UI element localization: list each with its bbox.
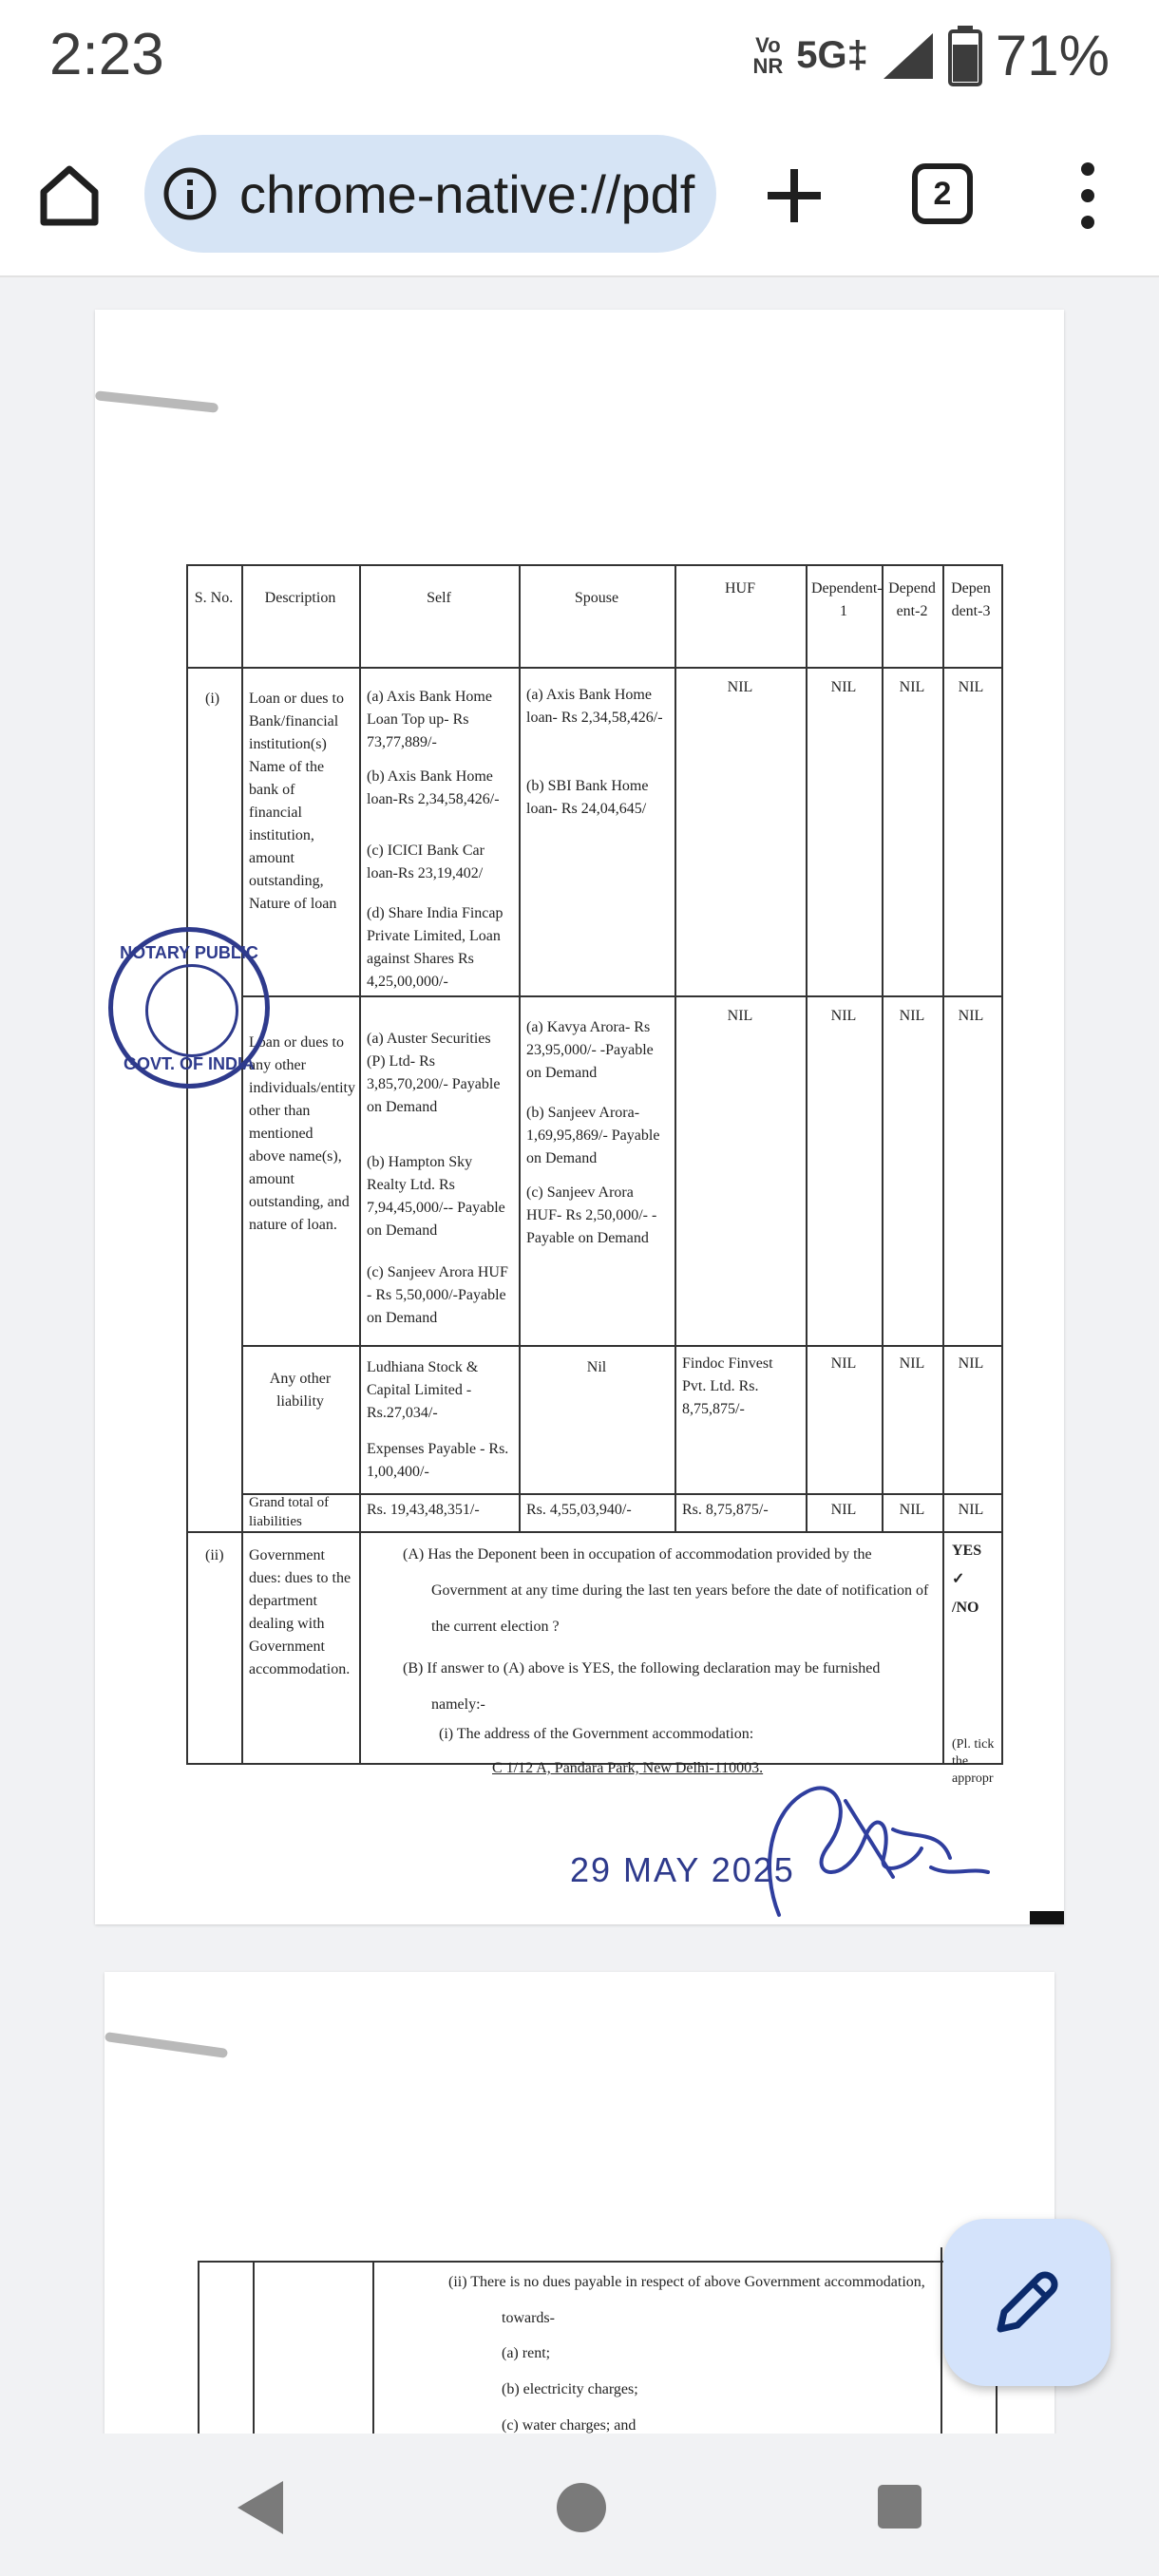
row2-huf: NIL xyxy=(727,1008,753,1024)
row5-item-i: (i) The address of the Government accommodation: xyxy=(439,1726,754,1742)
row1-description: Loan or dues to Bank/financial institution(s) Name of the bank of financial institution, amount outstanding, Nature of loan xyxy=(249,691,344,912)
row5-question-b: (B) If answer to (A) above is YES, the following declaration may be furnished namely:- xyxy=(403,1660,881,1713)
vonr-indicator xyxy=(752,32,784,78)
battery-percent: 71% xyxy=(995,24,1110,87)
col-divider xyxy=(806,564,808,1531)
row1-spouse-b: (b) SBI Bank Home loan- Rs 24,04,645/ xyxy=(526,778,649,817)
row2-dependent-2: NIL xyxy=(899,1008,925,1024)
row4-dependent-1: NIL xyxy=(830,1502,857,1518)
stamp-inner-ring xyxy=(145,964,238,1057)
row4-dependent-2: NIL xyxy=(899,1502,925,1518)
row1-self-c: (c) ICICI Bank Car loan-Rs 23,19,402/ xyxy=(367,843,484,881)
page2-item-ii: (ii) There is no dues payable in respect of above Government accommodation, towards- xyxy=(448,2274,925,2326)
row2-dependent-3: NIL xyxy=(958,1008,984,1024)
row2-self-a: (a) Auster Securities (P) Ltd- Rs 3,85,70,200/- Payable on Demand xyxy=(367,1031,501,1115)
row3-self-a: Ludhiana Stock & Capital Limited - Rs.27,034/- xyxy=(367,1359,479,1421)
vonr-top: Vo xyxy=(755,32,781,57)
row-divider xyxy=(241,995,1001,997)
info-icon[interactable] xyxy=(162,165,218,222)
row5-note: (Pl. tick the appropr xyxy=(952,1737,995,1786)
header-dependent-1: Dependent-1 xyxy=(811,580,883,619)
row3-dependent-2: NIL xyxy=(899,1355,925,1372)
new-tab-icon[interactable] xyxy=(760,161,828,230)
header-self: Self xyxy=(427,590,451,606)
row2-description: Loan or dues to any other individuals/entity other than mentioned above name(s), amount outstanding, and nature of loan. xyxy=(249,1034,355,1233)
row5-answer: YES ✓ /NO xyxy=(952,1543,982,1616)
browser-toolbar xyxy=(0,114,1159,277)
signal-icon xyxy=(882,31,935,81)
row2-self-b: (b) Hampton Sky Realty Ltd. Rs 7,94,45,000/-- Payable on Demand xyxy=(367,1154,505,1239)
home-icon[interactable] xyxy=(36,161,103,228)
header-spouse: Spouse xyxy=(574,590,619,606)
url-text[interactable]: chrome-native://pdf xyxy=(239,164,695,224)
row4-description: Grand total of liabilities xyxy=(249,1495,330,1529)
network-type: 5G‡ xyxy=(796,34,868,76)
system-nav-bar xyxy=(0,2434,1159,2576)
pencil-icon xyxy=(991,2266,1063,2339)
stamp-bottom-text: GOVT. OF INDIA xyxy=(123,1054,255,1073)
header-description: Description xyxy=(264,590,336,606)
pdf-viewer[interactable] xyxy=(0,277,1159,2434)
status-bar xyxy=(0,0,1159,114)
row1-huf: NIL xyxy=(727,679,753,695)
home-nav-icon[interactable] xyxy=(555,2481,608,2534)
row1-self-d: (d) Share India Fincap Private Limited, Loan against Shares Rs 4,25,00,000/- xyxy=(367,905,504,990)
row-divider xyxy=(186,667,1001,669)
row3-description: Any other liability xyxy=(269,1371,332,1410)
date-stamp: 29 MAY 2025 xyxy=(570,1850,795,1889)
recents-icon[interactable] xyxy=(876,2483,923,2530)
signature xyxy=(750,1772,1036,1924)
header-dependent-2: Dependent-2 xyxy=(888,580,936,619)
row1-self-a: (a) Axis Bank Home Loan Top up- Rs 73,77,889/- xyxy=(367,689,492,750)
row2-spouse-b: (b) Sanjeev Arora- 1,69,95,869/- Payable on Demand xyxy=(526,1105,660,1166)
row5-description: Government dues: dues to the department dealing with Government accommodation. xyxy=(249,1547,352,1677)
row1-self-b: (b) Axis Bank Home loan-Rs 2,34,58,426/- xyxy=(367,768,500,807)
header-dependent-3: Dependent-3 xyxy=(951,580,991,619)
row1-dependent-2: NIL xyxy=(899,679,925,695)
row1-spouse-a: (a) Axis Bank Home loan- Rs 2,34,58,426/- xyxy=(526,687,663,726)
govt-address: C 1/12 A, Pandara Park, New Delhi-110003. xyxy=(492,1760,764,1776)
row3-dependent-1: NIL xyxy=(830,1355,857,1372)
row4-self: Rs. 19,43,48,351/- xyxy=(367,1502,480,1518)
stamp-top-text: NOTARY PUBLIC xyxy=(120,943,258,962)
row1-sno: (i) xyxy=(205,691,220,707)
status-icons xyxy=(753,23,1110,88)
page2-item-a: (a) rent; xyxy=(502,2345,551,2361)
more-menu-icon[interactable] xyxy=(1064,158,1112,234)
battery-icon xyxy=(948,26,982,86)
page-edge-mark xyxy=(1030,1911,1064,1924)
status-time: 2:23 xyxy=(49,22,164,87)
row3-huf: Findoc Finvest Pvt. Ltd. Rs. 8,75,875/- xyxy=(682,1355,773,1417)
row4-huf: Rs. 8,75,875/- xyxy=(682,1502,769,1518)
row2-spouse-a: (a) Kavya Arora- Rs 23,95,000/- -Payable on Demand xyxy=(526,1019,654,1081)
row5-sno: (ii) xyxy=(205,1547,224,1563)
pdf-page-1 xyxy=(95,310,1064,1924)
row3-spouse: Nil xyxy=(586,1359,607,1375)
page2-item-c: (c) water charges; and xyxy=(502,2417,636,2434)
row2-spouse-c: (c) Sanjeev Arora HUF- Rs 2,50,000/- -Payable on Demand xyxy=(526,1184,657,1246)
row-divider xyxy=(241,1345,1001,1347)
tab-switcher-button[interactable]: 2 xyxy=(912,163,973,224)
row4-spouse: Rs. 4,55,03,940/- xyxy=(526,1502,632,1518)
address-bar[interactable] xyxy=(144,135,716,253)
vonr-bottom: NR xyxy=(752,53,784,78)
header-huf: HUF xyxy=(724,580,755,597)
col-divider xyxy=(942,564,944,1763)
row1-dependent-1: NIL xyxy=(830,679,857,695)
row1-dependent-3: NIL xyxy=(958,679,984,695)
col-divider xyxy=(882,564,884,1531)
row3-self-b: Expenses Payable - Rs. 1,00,400/- xyxy=(367,1441,509,1480)
row2-dependent-1: NIL xyxy=(830,1008,857,1024)
page2-item-b: (b) electricity charges; xyxy=(502,2381,638,2397)
row5-question-a: (A) Has the Deponent been in occupation of accommodation provided by the Government at any time during the last ten years before the date of notification of the current election ? xyxy=(403,1546,929,1635)
annotate-button[interactable] xyxy=(943,2219,1111,2386)
back-icon[interactable] xyxy=(234,2479,285,2536)
notary-stamp xyxy=(108,927,270,1089)
header-sno: S. No. xyxy=(194,590,234,606)
row2-self-c: (c) Sanjeev Arora HUF - Rs 5,50,000/-Payable on Demand xyxy=(367,1264,508,1326)
liabilities-table xyxy=(95,310,1064,1924)
row3-dependent-3: NIL xyxy=(958,1355,984,1372)
row4-dependent-3: NIL xyxy=(958,1502,984,1518)
